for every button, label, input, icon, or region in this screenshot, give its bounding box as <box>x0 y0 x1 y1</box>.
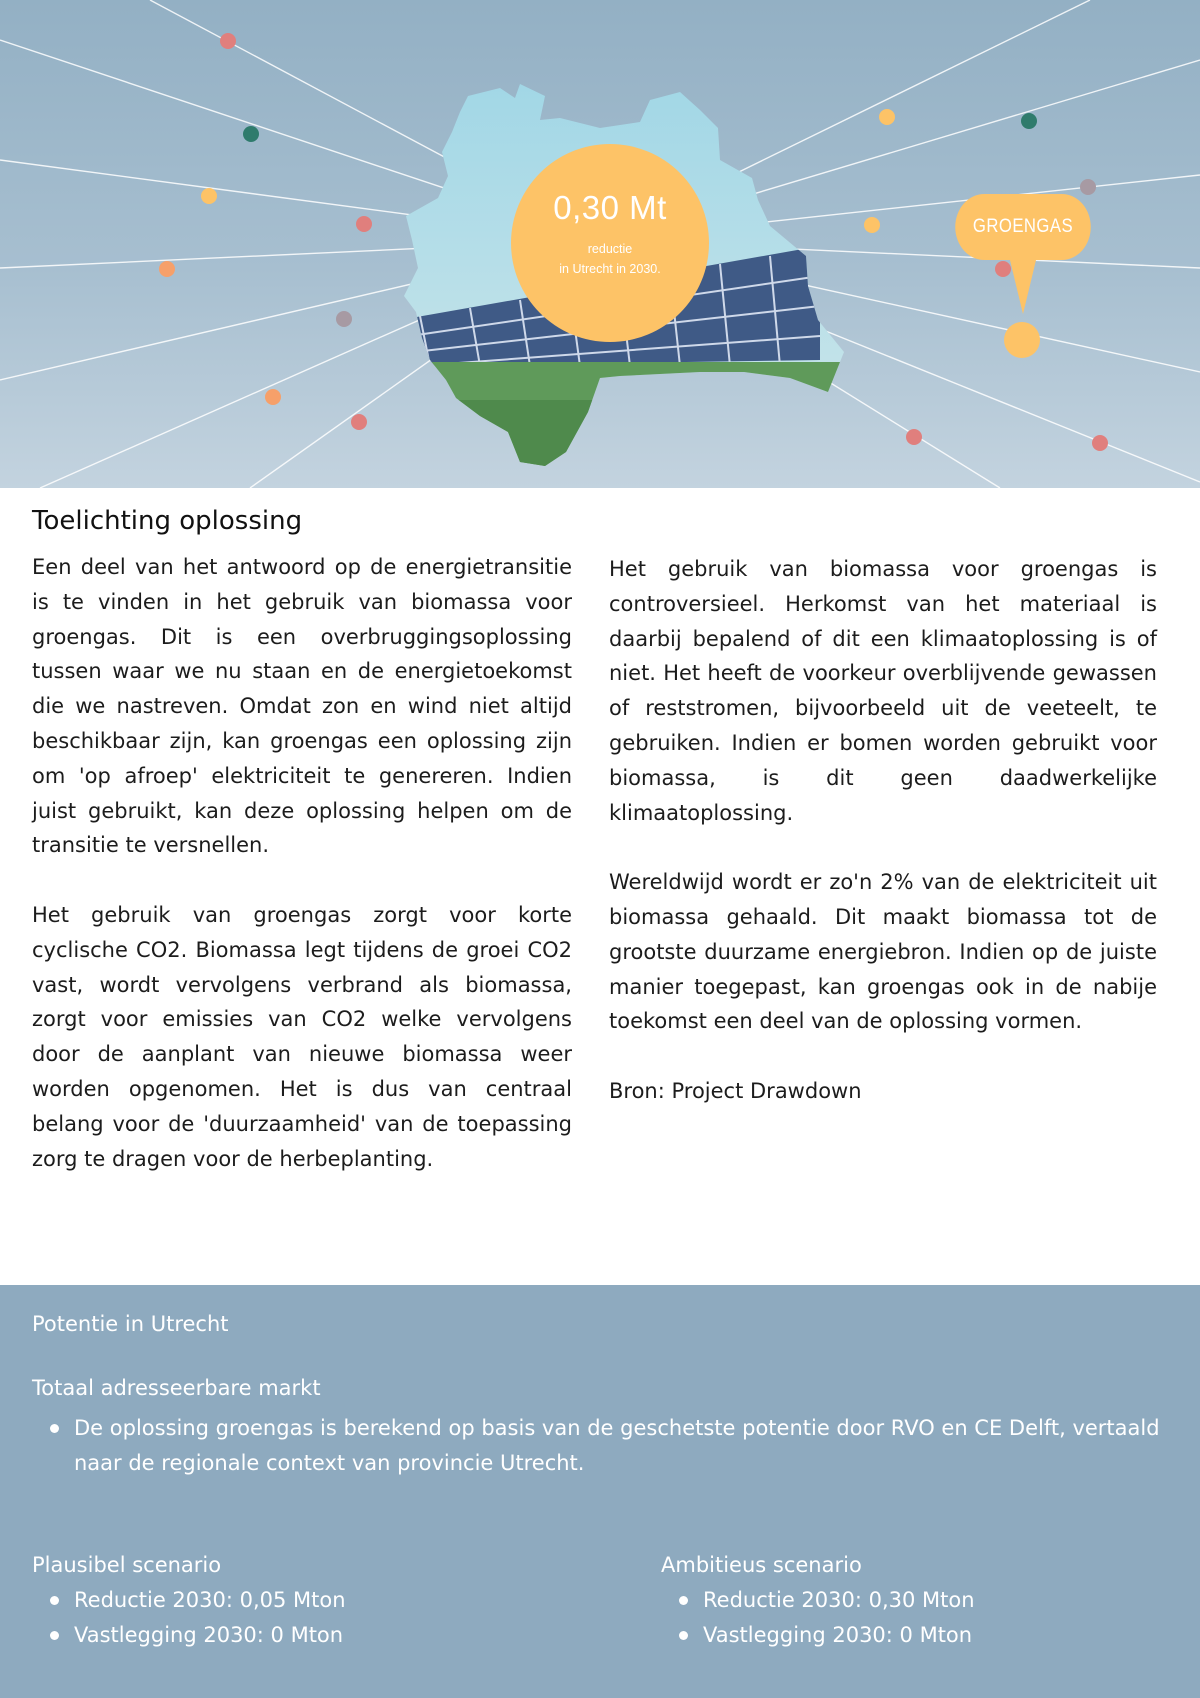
potential-panel <box>0 1285 1200 1698</box>
dot-red <box>351 414 367 430</box>
reduction-caption-line1: reductie <box>587 242 633 256</box>
paragraph: Een deel van het antwoord op de energietransitie is te vinden in het gebruik van biomassa voor groengas. Dit is een overbruggingsoplossing tussen waar we nu staan en de energietoekomst die we nastreven. Omdat zon en wind niet altijd beschikbaar zijn, kan groengas een oplossing zijn om 'op afroep' elektriciteit te genereren. Indien juist gebruikt, kan deze oplossing helpen om de transitie te versnellen. <box>32 555 572 858</box>
dot-orange <box>159 261 175 277</box>
dot-orange <box>265 389 281 405</box>
article-section <box>0 488 1200 1284</box>
article-left-column <box>32 550 572 1176</box>
dot-teal <box>1021 113 1037 129</box>
source-citation: Bron: Project Drawdown <box>609 1078 862 1103</box>
paragraph: Wereldwijd wordt er zo'n 2% van de elektriciteit uit biomassa gehaald. Dit maakt biomassa tot de grootste duurzame energiebron. Indien op de juiste manier toegepast, kan groengas ook in de nabije toekomst een deel van de oplossing vormen. <box>609 870 1157 1034</box>
reduction-stat-circle <box>511 144 709 342</box>
market-title: Totaal adresseerbare markt <box>32 1376 321 1400</box>
scenario-title: Ambitieus scenario <box>661 1553 862 1577</box>
potential-title: Potentie in Utrecht <box>32 1312 229 1336</box>
dot-red <box>220 33 236 49</box>
list-item: Vastlegging 2030: 0 Mton <box>661 1618 975 1653</box>
scenario-ambitious <box>661 1548 975 1652</box>
scenario-title: Plausibel scenario <box>32 1553 222 1577</box>
badge-pointer <box>1009 256 1037 314</box>
hero-banner <box>0 0 1200 488</box>
dot-grey <box>336 311 352 327</box>
list-item: Vastlegging 2030: 0 Mton <box>32 1618 346 1653</box>
list-item: De oplossing groengas is berekend op basis van de geschetste potentie door RVO en CE Delft, vertaald naar de regionale context van provincie Utrecht. <box>32 1411 1182 1481</box>
dot-yellow <box>864 217 880 233</box>
dot-grey <box>1080 179 1096 195</box>
dot-red <box>906 429 922 445</box>
reduction-value: 0,30 Mt <box>553 189 667 226</box>
list-item: Reductie 2030: 0,05 Mton <box>32 1583 346 1618</box>
article-title: Toelichting oplossing <box>32 506 303 536</box>
dot-red <box>1092 435 1108 451</box>
dot-red <box>356 216 372 232</box>
dot-yellow <box>879 109 895 125</box>
scenario-plausible <box>32 1548 346 1652</box>
dot-teal <box>243 126 259 142</box>
scenario-list <box>32 1583 346 1653</box>
paragraph: Het gebruik van groengas zorgt voor korte cyclische CO2. Biomassa legt tijdens de groei CO2 vast, wordt vervolgens verbrand als biomassa, zorgt voor emissies van CO2 welke vervolgens door de aanplant van nieuwe biomassa weer worden opgenomen. Het is dus van centraal belang voor de 'duurzaamheid' van de toepassing zorg te dragen voor de herbeplanting. <box>32 902 572 1171</box>
reduction-caption <box>559 239 660 279</box>
scenario-list <box>661 1583 975 1653</box>
market-list <box>32 1411 1182 1481</box>
paragraph: Het gebruik van biomassa voor groengas is controversieel. Herkomst van het materiaal is daarbij bepalend of dit een klimaatoplossing is of niet. Het heeft de voorkeur overblijvende gewassen of reststromen, bijvoorbeeld uit de veeteelt, te gebruiken. Indien er bomen worden gebruikt voor biomassa, is dit geen daadwerkelijke klimaatoplossing. <box>609 557 1157 825</box>
article-right-column <box>609 552 1157 1109</box>
solution-badge: GROENGAS <box>955 194 1091 260</box>
list-item: Reductie 2030: 0,30 Mton <box>661 1583 975 1618</box>
reduction-caption-line2: in Utrecht in 2030. <box>559 262 661 276</box>
badge-location-dot <box>1004 322 1040 358</box>
dot-yellow <box>201 188 217 204</box>
